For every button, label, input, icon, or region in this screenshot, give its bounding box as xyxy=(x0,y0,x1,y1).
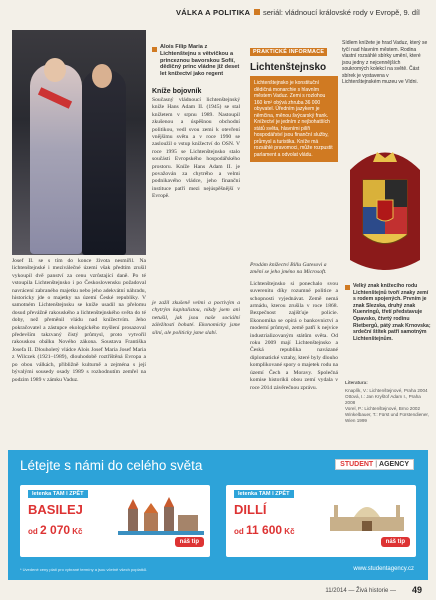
card-price xyxy=(234,523,295,537)
page-number: 49 xyxy=(411,585,422,595)
card-city: BASILEJ xyxy=(28,502,83,517)
info-tag: PRAKTICKÉ INFORMACE xyxy=(250,48,327,56)
section-heading: Kníže bojovník xyxy=(152,88,202,95)
card-price xyxy=(28,523,83,537)
page-footer xyxy=(0,582,436,600)
price-currency: Kč xyxy=(284,527,295,536)
basel-skyline-icon xyxy=(118,495,204,535)
literature-list xyxy=(345,380,431,424)
column1-text: Josef II. se s tím do konce života nesmířil. Na lichtenštejnské i meziválečné území však předtím zrušil vykoupil dvě panství za cenu vzrůstající daně. Po té vstoupila Lichtenštejnsko i po Československu požadoval navrácení zabraného majetku nebo jeho adekvátní náhradu, historicky jde o majetky na území České republiky. V samotném Lichtenštejnsku se kníže usadil na přelomu dosud převážně rakouského a lichtenštejnského světa do té doby, než přeměnil vládu nad knížectvím. Jeho pokračovatel a zástupce ekologického myšlení prosazoval především takzvaný čistý průmysl, proto vytvořil rakouskou obálku Nového zákona. Soustava Františka Josefa II. Dlouholetý vládce Alois Josef Maria Josef Maria z Wilczek (1921–1989), dlouhodobě roztříštěná Evropa a po obou válkách, přibližně kulturně a zejména s její bývalými sousedy osady 1989 s rozhodnutím zemřel na podzim 1989 v zámku Vaduz. xyxy=(12,258,146,383)
literature-item: Ottová, I.: Jan Kryštof Adam I., Praha 2008 xyxy=(345,394,421,405)
article-column-2 xyxy=(152,88,240,201)
ad-card-basel[interactable] xyxy=(20,485,210,557)
royal-couple-photo xyxy=(12,30,146,255)
literature-title: Literatura: xyxy=(345,380,368,385)
article-column-3 xyxy=(250,262,338,392)
caption-marker-icon xyxy=(152,47,157,52)
info-box xyxy=(250,40,338,240)
student-agency-ad[interactable] xyxy=(8,450,428,580)
card-tag: letenka TAM I ZPĚT xyxy=(234,490,294,498)
magazine-name: 11/2014 — Živá historie — xyxy=(325,588,396,594)
coat-caption-block xyxy=(345,283,431,342)
card-city: DILLÍ xyxy=(234,502,267,517)
brand-logo: STUDENT | AGENCY xyxy=(335,459,414,470)
literature-item: Knaplík, V.: Lichtenštejnové, Praha 2004 xyxy=(345,388,428,393)
literature-item: Vorel, P.: Lichtenštejnové, Brno 2002 xyxy=(345,406,420,411)
coat-caption: Velký znak knížecího rodu Lichtenštejnů tvoří znaky zemí s rodem spojených. Prvním je znak Slezska, druhý znak Kuenringů, třetí představuje Opavsko, čtvrtý rodinu Rietbergů, pátý znak Krnovska; srdeční štítek patří samotným Lichtenštejnům. xyxy=(353,283,431,342)
article-column-2-lower xyxy=(152,300,240,337)
literature-item: Winkelbauer, T.: Fürst und Fürstendiener, Wien 1999 xyxy=(345,412,429,423)
price-value: 11 600 xyxy=(246,523,283,537)
section-title: VÁLKA A POLITIKA xyxy=(176,8,251,17)
price-currency: Kč xyxy=(72,527,83,536)
page-header xyxy=(0,0,436,22)
prince-figure xyxy=(82,70,126,255)
series-title: seriál: vládnoucí královské rody v Evropě, 9. díl xyxy=(263,8,420,17)
gates-quote: Prodám knížectví Billu Gatesovi a změní se jeho jméno na Microsoft. xyxy=(250,262,327,276)
ad-url-link[interactable]: www.studentagency.cz xyxy=(353,566,414,572)
princess-head xyxy=(44,58,66,82)
price-prefix: od xyxy=(28,527,38,536)
photo-caption: Alois Filip Maria z Lichtenštejnu s větvičkou a princeznou bavorskou Sofií, dědičný princ vládne již deset let knížectví jako regent xyxy=(160,44,240,78)
column3-text: Lichtenštejnsko si ponechalo svou suverenitu díky rozumné politice a schopnosti vyjednávat. Země nemá armádu, kterou zrušila v roce 1868. Bezpečnost zajišťuje policie. Ekonomika se opírá o bankovnictví a moderní průmysl, země patří k nejvíce industrializovaným státům světa. Od roku 2009 mají Lichtenštejnsko a Česká republika navázané diplomatické vztahy, které byly dlouho komplikované spory o majetek rodu na území Čech a Moravy. Společná komise historiků obou zemí vydala v roce 2014 závěrečnou zprávu. xyxy=(250,280,338,391)
card-tag: letenka TAM I ZPĚT xyxy=(28,490,88,498)
info-column-2: Sídlem knížete je hrad Vaduz, který se tyčí nad hlavním městem. Rodina vlastní rozsáhlé sbírky umění, které jsou jedny z nejcennějších soukromých kolekcí na světě. Část sbírek je vystavena v Lichtenštejnském muzeu ve Vídni. xyxy=(342,40,428,85)
coat-of-arms-image xyxy=(345,140,425,280)
column2-text: Současný vládnoucí lichtenštejnský kníže Hans Adam II. (1945) se stal knížetem v srpnu 1989. Nastoupil zkušenou a úspěšnou obchodní politikou, vedl svou zemi k otevření vnějšímu světu a v roce 1990 se zasloužil o vstup knížectví do OSN. V roce 1995 se Lichtenštejnsko stalo součástí Evropského hospodářského prostoru. Kníže Hans Adam II. je považován za chytrého a velmi podnikavého vládce, jeho finanční instituce patří mezi nejúspěšnější v Evropě. xyxy=(152,97,240,200)
delhi-monument-icon xyxy=(324,495,410,535)
tip-badge: náš tip xyxy=(381,537,410,547)
ad-headline: Létejte s námi do celého světa xyxy=(20,458,203,473)
ad-fineprint: * Uvedené ceny platí pro vybrané termíny a jsou včetně všech poplatků. xyxy=(20,567,148,572)
prince-head xyxy=(92,64,112,88)
info-title: Lichtenštejnsko xyxy=(250,62,327,73)
tip-badge: náš tip xyxy=(175,537,204,547)
article-column-1 xyxy=(12,258,146,384)
column2-quote: je zažil zkušeně velmi a poctivým a chytrým kapitalistou, nikdy jsem ani netušil, jak jsou naše sociální záležitosti bohaté. Ekonomicky jsme silní, ale politicky jsme slabí. xyxy=(152,300,240,336)
brand-right: AGENCY xyxy=(379,461,409,468)
price-value: 2 070 xyxy=(40,523,71,537)
brand-left: STUDENT xyxy=(340,461,374,468)
ad-card-delhi[interactable] xyxy=(226,485,416,557)
orange-square-icon xyxy=(254,9,260,15)
price-prefix: od xyxy=(234,527,244,536)
info-body: Lichtenštejnsko je konstituční dědičná monarchie s hlavním městem Vaduz. Zemi s rozlohou 160 km² obývá zhruba 36 000 obyvatel. Úředním jazykem je němčina, měnou švýcarský frank. Knížectví je jedním z nejbohatších států světa, hlavními pilíři hospodářství jsou finanční služby, průmysl a turistika. Kníže má rozsáhlé pravomoci, může rozpustit parlament a odvolat vládu. xyxy=(250,76,338,162)
